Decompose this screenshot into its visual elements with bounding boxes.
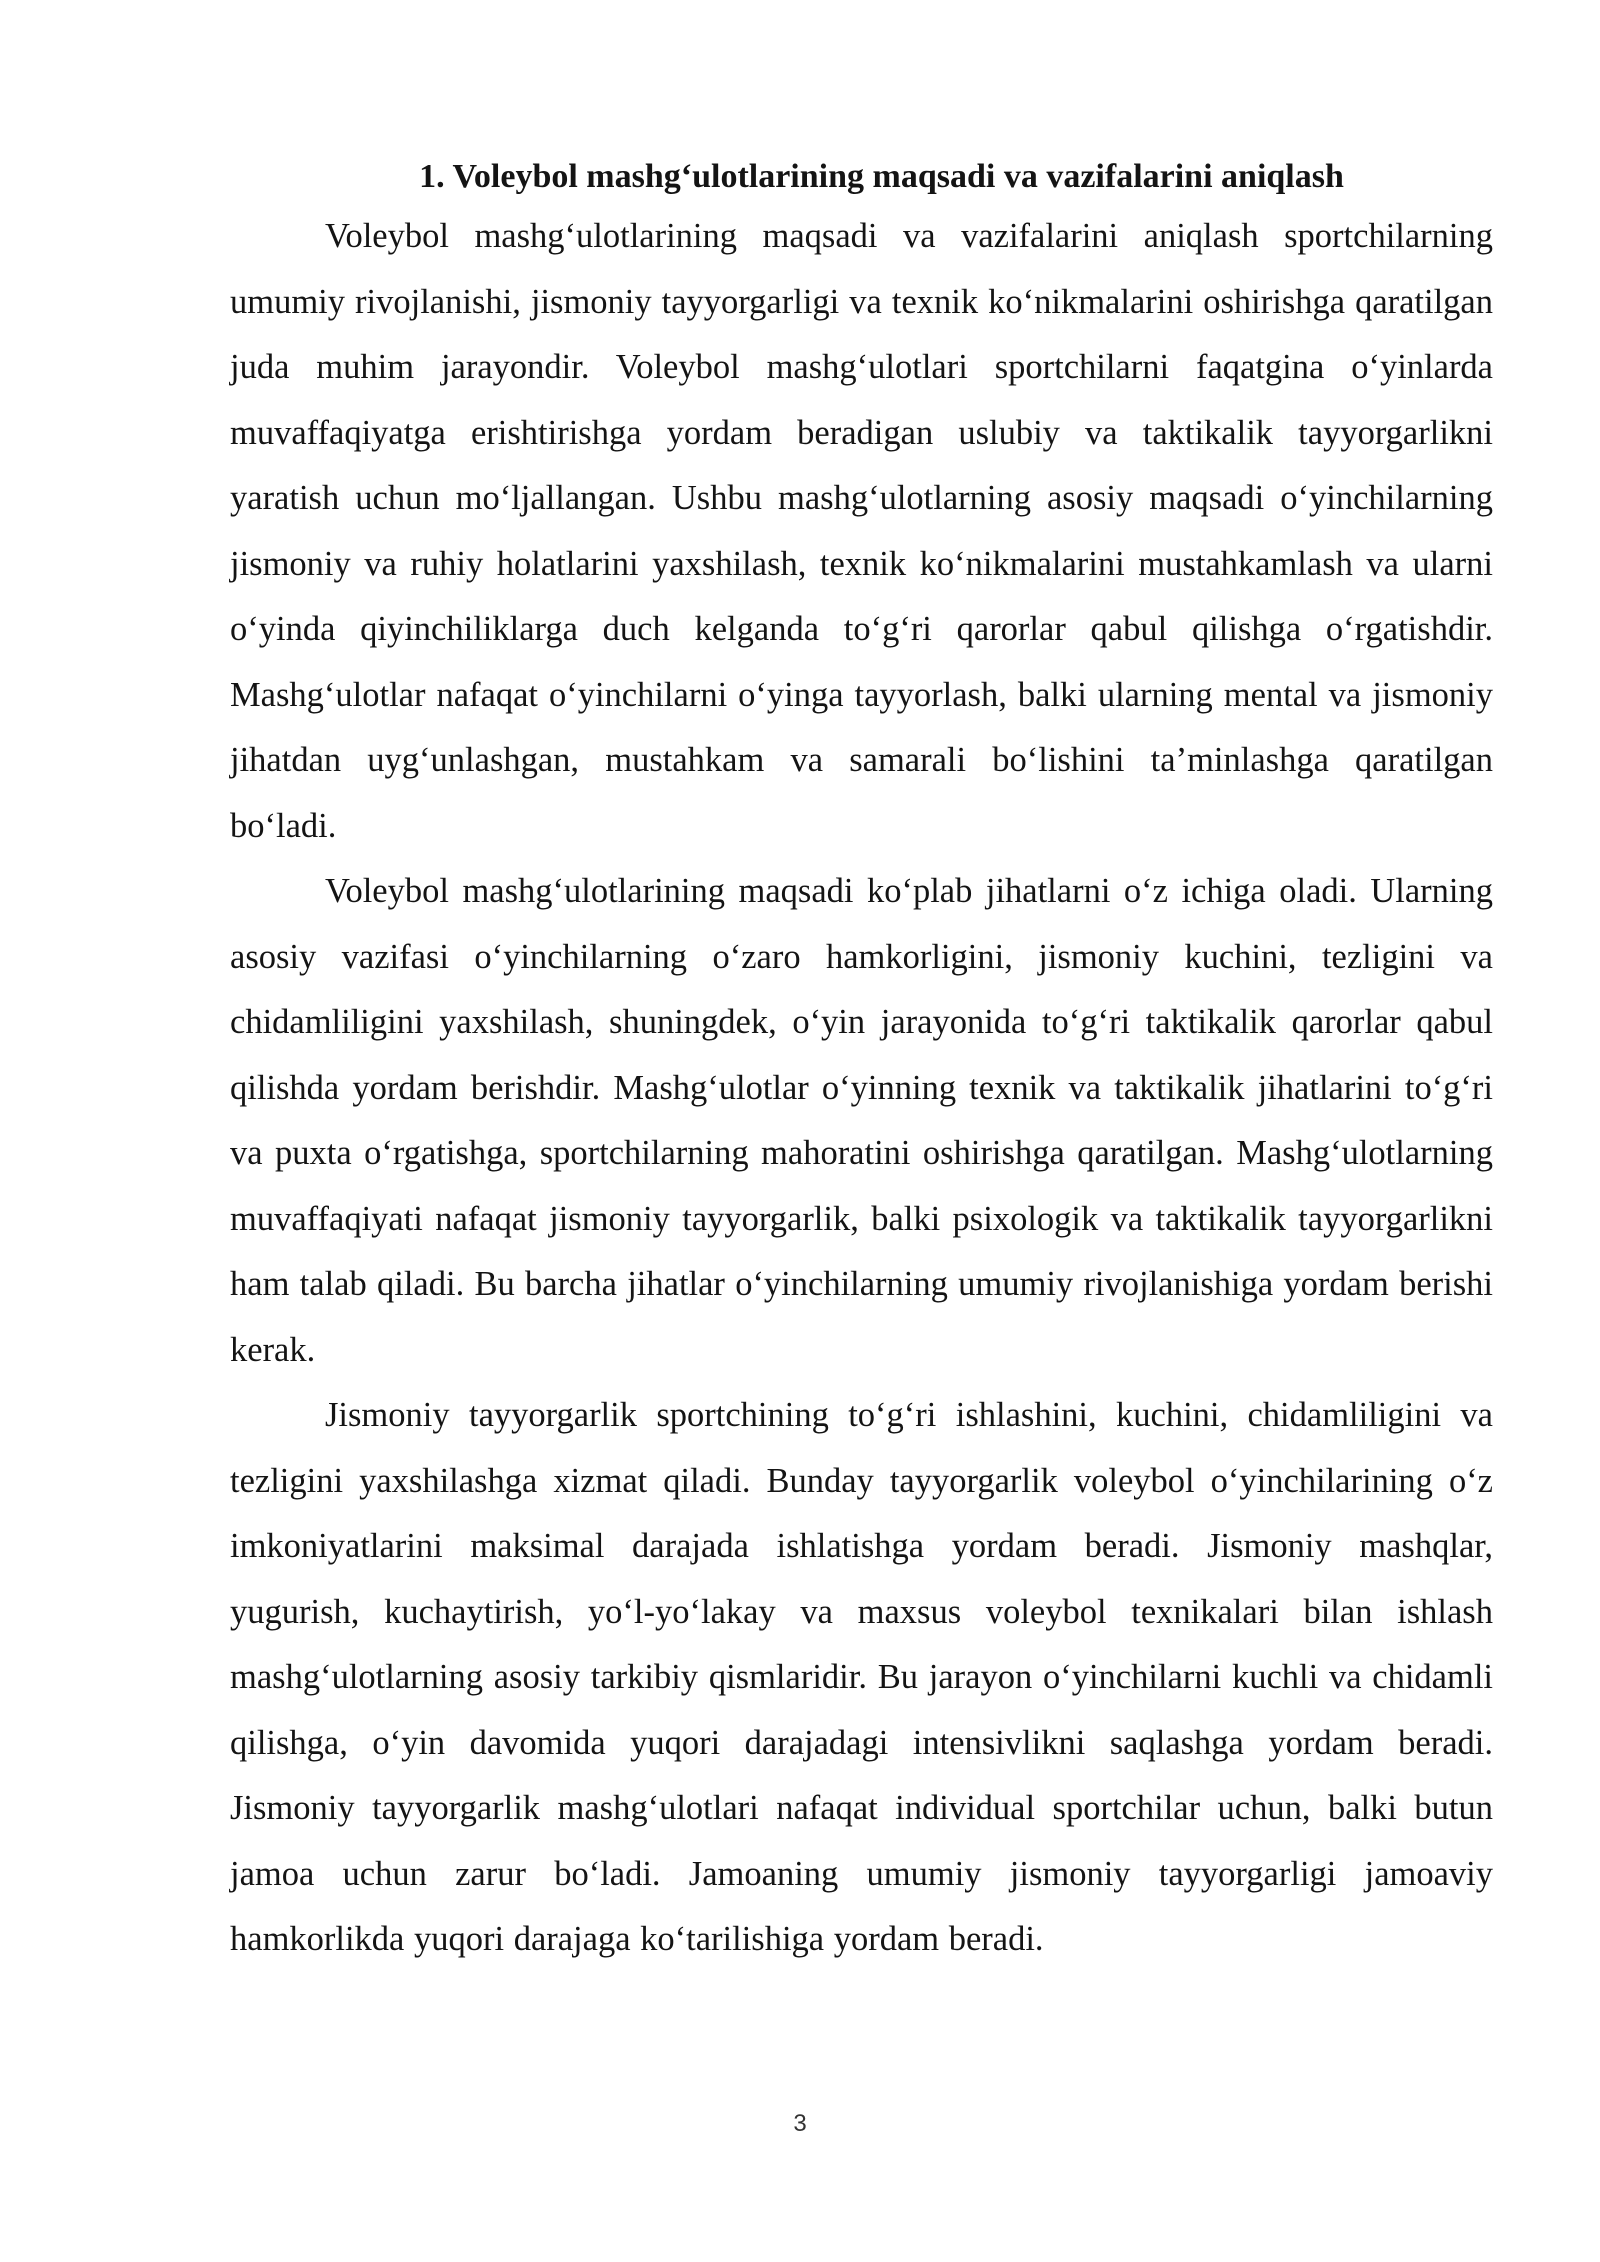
paragraph-2: Voleybol mashg‘ulotlarining maqsadi ko‘plab jihatlarni o‘z ichiga oladi. Ularning asosiy vazifasi o‘yinchilarning o‘zaro hamkorligini, jismoniy kuchini, tezligini va chidamliligini yaxshilash, shuningdek, o‘yin jarayonida to‘g‘ri taktikalik qarorlar qabul qilishda yordam berishdir. Mashg‘ulotlar o‘yinning texnik va taktikalik jihatlarini to‘g‘ri va puxta o‘rgatishga, sportchilarning mahoratini oshirishga qaratilgan. Mashg‘ulotlarning muvaffaqiyati nafaqat jismoniy tayyorgarlik, balki psixologik va taktikalik tayyorgarlikni ham talab qiladi. Bu barcha jihatlar o‘yinchilarning umumiy rivojlanishiga yordam berishi kerak. [230, 872, 1493, 1369]
paragraph-3: Jismoniy tayyorgarlik sportchining to‘g‘ri ishlashini, kuchini, chidamliligini va tezligini yaxshilashga xizmat qiladi. Bunday tayyorgarlik voleybol o‘yinchilarining o‘z imkoniyatlarini maksimal darajada ishlatishga yordam beradi. Jismoniy mashqlar, yugurish, kuchaytirish, yo‘l-yo‘lakay va maxsus voleybol texnikalari bilan ishlash mashg‘ulotlarning asosiy tarkibiy qismlaridir. Bu jarayon o‘yinchilarni kuchli va chidamli qilishga, o‘yin davomida yuqori darajadagi intensivlikni saqlashga yordam beradi. Jismoniy tayyorgarlik mashg‘ulotlari nafaqat individual sportchilar uchun, balki butun jamoa uchun zarur bo‘ladi. Jamoaning umumiy jismoniy tayyorgarligi jamoaviy hamkorlikda yuqori darajaga ko‘tarilishiga yordam beradi. [230, 1396, 1493, 1958]
paragraph-1: Voleybol mashg‘ulotlarining maqsadi va vazifalarini aniqlash sportchilarning umumiy rivojlanishi, jismoniy tayyorgarligi va texnik ko‘nikmalarini oshirishga qaratilgan juda muhim jarayondir. Voleybol mashg‘ulotlari sportchilarni faqatgina o‘yinlarda muvaffaqiyatga erishtirishga yordam beradigan uslubiy va taktikalik tayyorgarlikni yaratish uchun mo‘ljallangan. Ushbu mashg‘ulotlarning asosiy maqsadi o‘yinchilarning jismoniy va ruhiy holatlarini yaxshilash, texnik ko‘nikmalarini mustahkamlash va ularni o‘yinda qiyinchiliklarga duch kelganda to‘g‘ri qarorlar qabul qilishga o‘rgatishdir. Mashg‘ulotlar nafaqat o‘yinchilarni o‘yinga tayyorlash, balki ularning mental va jismoniy jihatdan uyg‘unlashgan, mustahkam va samarali bo‘lishini ta’minlashga qaratilgan bo‘ladi. [230, 217, 1493, 845]
page-number: 3 [793, 2110, 807, 2137]
page-content [230, 150, 1493, 1973]
section-heading: 1. Voleybol mashg‘ulotlarining maqsadi va vazifalarini aniqlash [419, 158, 1344, 195]
